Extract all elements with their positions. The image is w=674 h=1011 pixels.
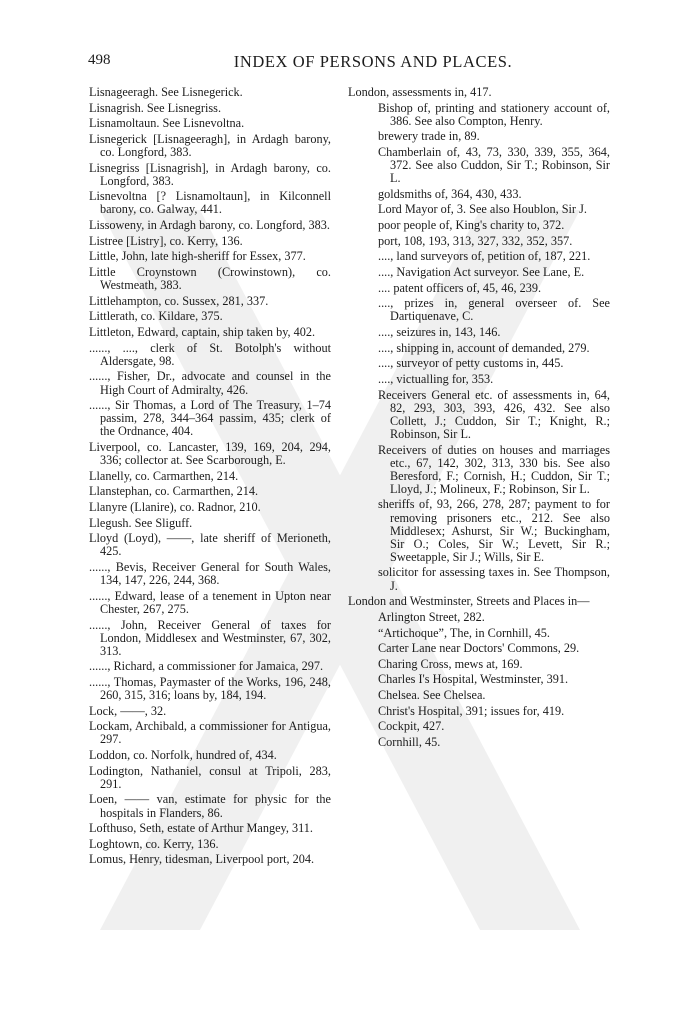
index-subentry: Charing Cross, mews at, 169. — [378, 656, 523, 671]
index-subentry: .... patent officers of, 45, 46, 239. — [378, 280, 542, 295]
index-subentry: Carter Lane near Doctors' Commons, 29. — [378, 641, 580, 656]
index-subentry: ...., Navigation Act surveyor. See Lane, E. — [378, 265, 585, 280]
index-entry: Loen, —— van, estimate for physic for the hospitals in Flanders, 86. — [89, 792, 331, 820]
index-subentry: sheriffs of, 93, 266, 278, 287; payment to for removing prisoners etc., 212. See also Middlesex; Ashurst, Sir W.; Buckingham, Sir O.; Coles, Sir W.; Levett, Sir R.; Sweetapple, Sir J.; Wills, Sir E. — [378, 497, 610, 564]
index-subentry: ...., victualling for, 353. — [378, 371, 494, 386]
index-entry: Littlerath, co. Kildare, 375. — [89, 309, 223, 324]
index-entry: Liverpool, co. Lancaster, 139, 169, 204, 294, 336; collector at. See Scarborough, E. — [89, 440, 331, 468]
index-subentry: goldsmiths of, 364, 430, 433. — [378, 186, 522, 201]
index-subentry: ...., seizures in, 143, 146. — [378, 325, 501, 340]
index-subentry: brewery trade in, 89. — [378, 129, 480, 144]
right-column — [348, 86, 610, 752]
index-entry: Loddon, co. Norfolk, hundred of, 434. — [89, 748, 277, 763]
index-entry: Little Croynstown (Crowinstown), co. Westmeath, 383. — [89, 265, 331, 293]
index-subentry: Christ's Hospital, 391; issues for, 419. — [378, 703, 565, 718]
page-number: 498 — [88, 52, 111, 68]
index-subentry: poor people of, King's charity to, 372. — [378, 218, 565, 233]
index-entry: Loghtown, co. Kerry, 136. — [89, 836, 219, 851]
index-entry: Littleton, Edward, captain, ship taken by, 402. — [89, 325, 316, 340]
index-entry: Lisnegerick [Lisnageeragh], in Ardagh barony, co. Longford, 383. — [89, 131, 331, 160]
index-entry: ......, ...., clerk of St. Botolph's without Aldersgate, 98. — [89, 340, 331, 368]
index-entry: Lisnageeragh. See Lisnegerick. — [89, 85, 243, 99]
index-subentry: Receivers General etc. of assessments in, 64, 82, 293, 303, 393, 426, 432. See also Collett, J.; Cuddon, Sir T.; Knight, R.; Robinson, Sir L. — [378, 387, 610, 441]
index-entry: Lodington, Nathaniel, consul at Tripoli, 283, 291. — [89, 763, 331, 791]
index-subentry: Cockpit, 427. — [378, 719, 445, 734]
index-subentry: Chamberlain of, 43, 73, 330, 339, 355, 364, 372. See also Cuddon, Sir T.; Robinson, Sir L. — [378, 145, 610, 186]
index-subentry: Bishop of, printing and stationery account of, 386. See also Compton, Henry. — [378, 100, 610, 128]
index-subentry: ...., prizes in, general overseer of. See Dartiquenave, C. — [378, 296, 610, 324]
index-entry: Lomus, Henry, tidesman, Liverpool port, 204. — [89, 852, 315, 867]
index-entry: ......, Fisher, Dr., advocate and counsel in the High Court of Admiralty, 426. — [89, 369, 331, 397]
index-entry: Lisnagrish. See Lisnegriss. — [89, 100, 222, 115]
index-entry: Lofthuso, Seth, estate of Arthur Mangey, 311. — [89, 821, 313, 836]
left-column — [89, 86, 331, 869]
index-entry: ......, Sir Thomas, a Lord of The Treasury, 1–74 passim, 278, 344–364 passim, 435; clerk of the Ordnance, 404. — [89, 398, 331, 439]
index-subentry: ...., shipping in, account of demanded, 279. — [378, 340, 590, 355]
index-subentry: Arlington Street, 282. — [378, 609, 485, 624]
index-entry: Little, John, late high-sheriff for Essex, 377. — [89, 249, 306, 264]
index-entry: Listree [Listry], co. Kerry, 136. — [89, 233, 243, 248]
index-subentry: ...., land surveyors of, petition of, 187, 221. — [378, 249, 591, 264]
running-title: INDEX OF PERSONS AND PLACES. — [233, 52, 513, 71]
index-entry: ......, John, Receiver General of taxes for London, Middlesex and Westminster, 67, 302, 313. — [89, 617, 331, 658]
index-entry: Llanstephan, co. Carmarthen, 214. — [89, 484, 259, 499]
index-entry: ......, Thomas, Paymaster of the Works, 196, 248, 260, 315, 316; loans by, 184, 194. — [89, 674, 331, 703]
index-subentry: port, 108, 193, 313, 327, 332, 352, 357. — [378, 233, 573, 248]
index-entry: Lisnevoltna [? Lisnamoltaun], in Kilconnell barony, co. Galway, 441. — [89, 189, 331, 217]
index-subentry: Chelsea. See Chelsea. — [378, 688, 486, 703]
index-entry: ......, Richard, a commissioner for Jamaica, 297. — [89, 659, 324, 674]
index-subentry: Lord Mayor of, 3. See also Houblon, Sir J. — [378, 202, 587, 217]
index-entry: Llanyre (Llanire), co. Radnor, 210. — [89, 500, 261, 515]
index-entry: Lockam, Archibald, a commissioner for Antigua, 297. — [89, 719, 331, 747]
page-header — [88, 52, 618, 76]
index-entry: Lissoweny, in Ardagh barony, co. Longford, 383. — [89, 218, 330, 233]
index-subentry: solicitor for assessing taxes in. See Thompson, J. — [378, 565, 610, 593]
index-subentry: Receivers of duties on houses and marriages etc., 67, 142, 302, 313, 330 bis. See also Beresford, F.; Cornish, H.; Cuddon, Sir T.; Lloyd, J.; Molineux, F.; Robinson, Sir L. — [378, 442, 610, 496]
index-subentry: “Artichoque”, The, in Cornhill, 45. — [378, 625, 550, 640]
index-entry: Llanelly, co. Carmarthen, 214. — [89, 468, 239, 483]
index-entry: Lloyd (Loyd), ——, late sheriff of Merioneth, 425. — [89, 531, 331, 559]
index-entry: Lisnegriss [Lisnagrish], in Ardagh barony, co. Longford, 383. — [89, 160, 331, 188]
index-entry: London, assessments in, 417. — [348, 85, 492, 99]
index-subentry: Charles I's Hospital, Westminster, 391. — [378, 672, 569, 687]
index-entry: Lock, ——, 32. — [89, 703, 167, 718]
index-entry: ......, Edward, lease of a tenement in Upton near Chester, 267, 275. — [89, 588, 331, 616]
index-subentry: Cornhill, 45. — [378, 734, 441, 749]
index-entry: Lisnamoltaun. See Lisnevoltna. — [89, 116, 245, 131]
index-entry: London and Westminster, Streets and Places in— — [348, 594, 590, 609]
index-subentry: ...., surveyor of petty customs in, 445. — [378, 356, 564, 371]
index-entry: ......, Bevis, Receiver General for South Wales, 134, 147, 226, 244, 368. — [89, 560, 331, 588]
index-entry: Littlehampton, co. Sussex, 281, 337. — [89, 293, 269, 308]
index-entry: Llegush. See Sliguff. — [89, 515, 193, 530]
